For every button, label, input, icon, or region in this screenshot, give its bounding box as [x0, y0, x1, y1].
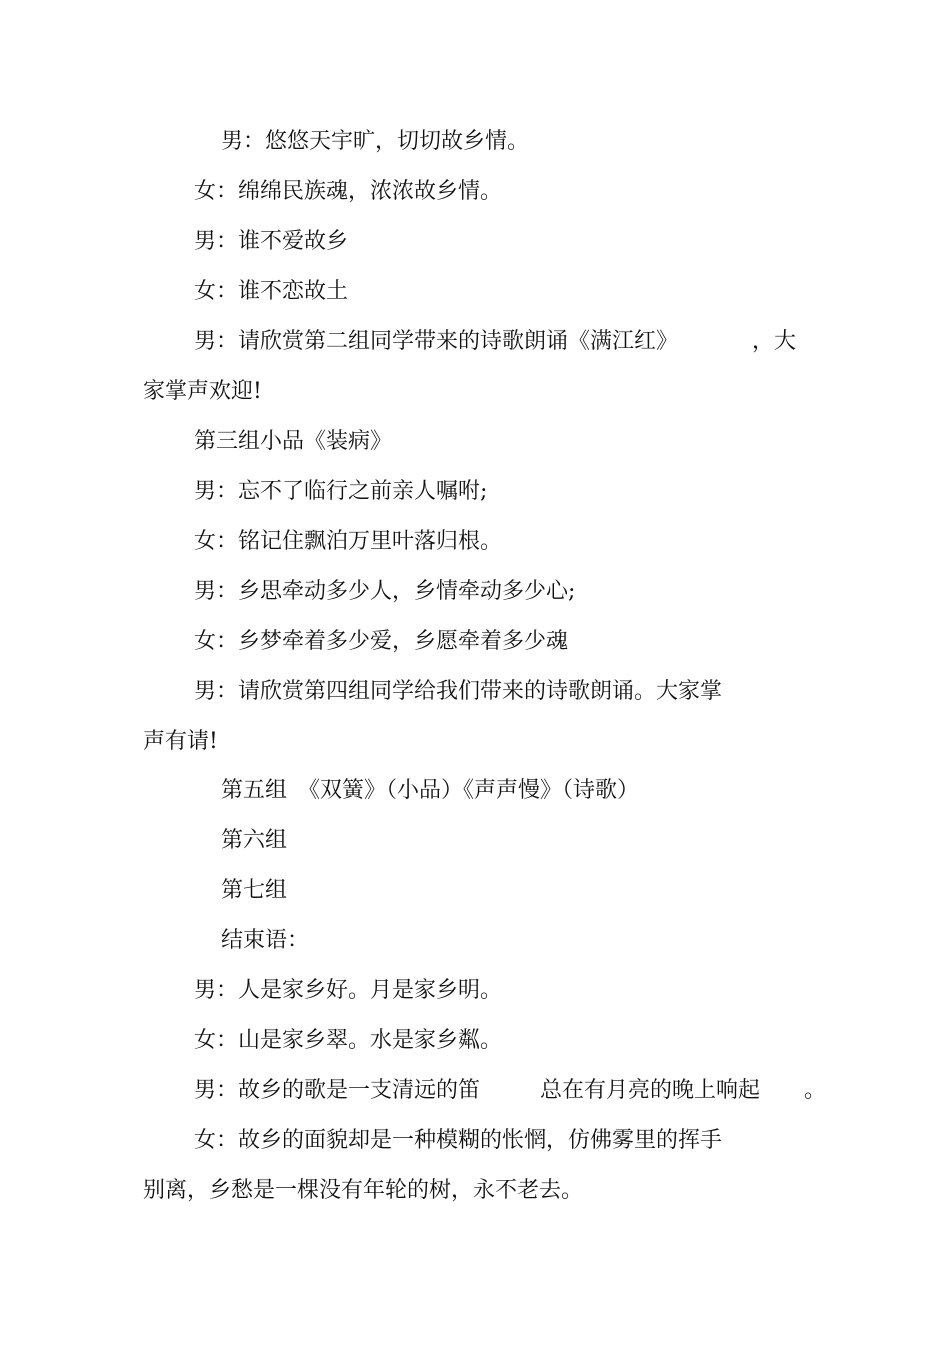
text-line: 男：请欣赏第四组同学给我们带来的诗歌朗诵。大家掌 — [194, 679, 723, 704]
text-line: 男：请欣赏第二组同学带来的诗歌朗诵《满江红》 — [194, 329, 679, 354]
text-line: 女：谁不恋故土 — [194, 279, 349, 304]
text-line: 男：悠悠天宇旷，切切故乡情。 — [221, 129, 530, 154]
text-line: 男：忘不了临行之前亲人嘱咐; — [194, 479, 488, 504]
text-line: 女：绵绵民族魂，浓浓故乡情。 — [194, 179, 503, 204]
text-line: 女：故乡的面貌却是一种模糊的怅惘，仿佛雾里的挥手 — [194, 1128, 723, 1153]
text-line: 第五组 《双簧》（小品）《声声慢》（诗歌） — [221, 778, 640, 803]
text-line: 女：乡梦牵着多少爱，乡愿牵着多少魂 — [194, 629, 569, 654]
text-line: 女：山是家乡翠。水是家乡粼。 — [194, 1028, 503, 1053]
text-line: 总在有月亮的晚上响起 — [540, 1078, 761, 1103]
text-line: 结束语： — [221, 928, 310, 953]
text-line: 男：人是家乡好。月是家乡明。 — [194, 978, 503, 1003]
text-line: 家掌声欢迎! — [143, 379, 262, 404]
text-line: 男：故乡的歌是一支清远的笛 — [194, 1078, 481, 1103]
text-line: 第七组 — [221, 878, 288, 903]
text-line: ，大 — [752, 329, 797, 354]
text-line: 别离，乡愁是一棵没有年轮的树，永不老去。 — [143, 1178, 584, 1203]
text-line: 男：乡思牵动多少人，乡情牵动多少心; — [194, 579, 576, 604]
text-line: 男：谁不爱故乡 — [194, 229, 349, 254]
text-line: 第三组小品《装病》 — [194, 429, 393, 454]
text-line: 女：铭记住飘泊万里叶落归根。 — [194, 529, 503, 554]
text-line: 第六组 — [221, 828, 288, 853]
text-line: 声有请! — [143, 729, 218, 754]
text-line: 。 — [804, 1078, 827, 1103]
